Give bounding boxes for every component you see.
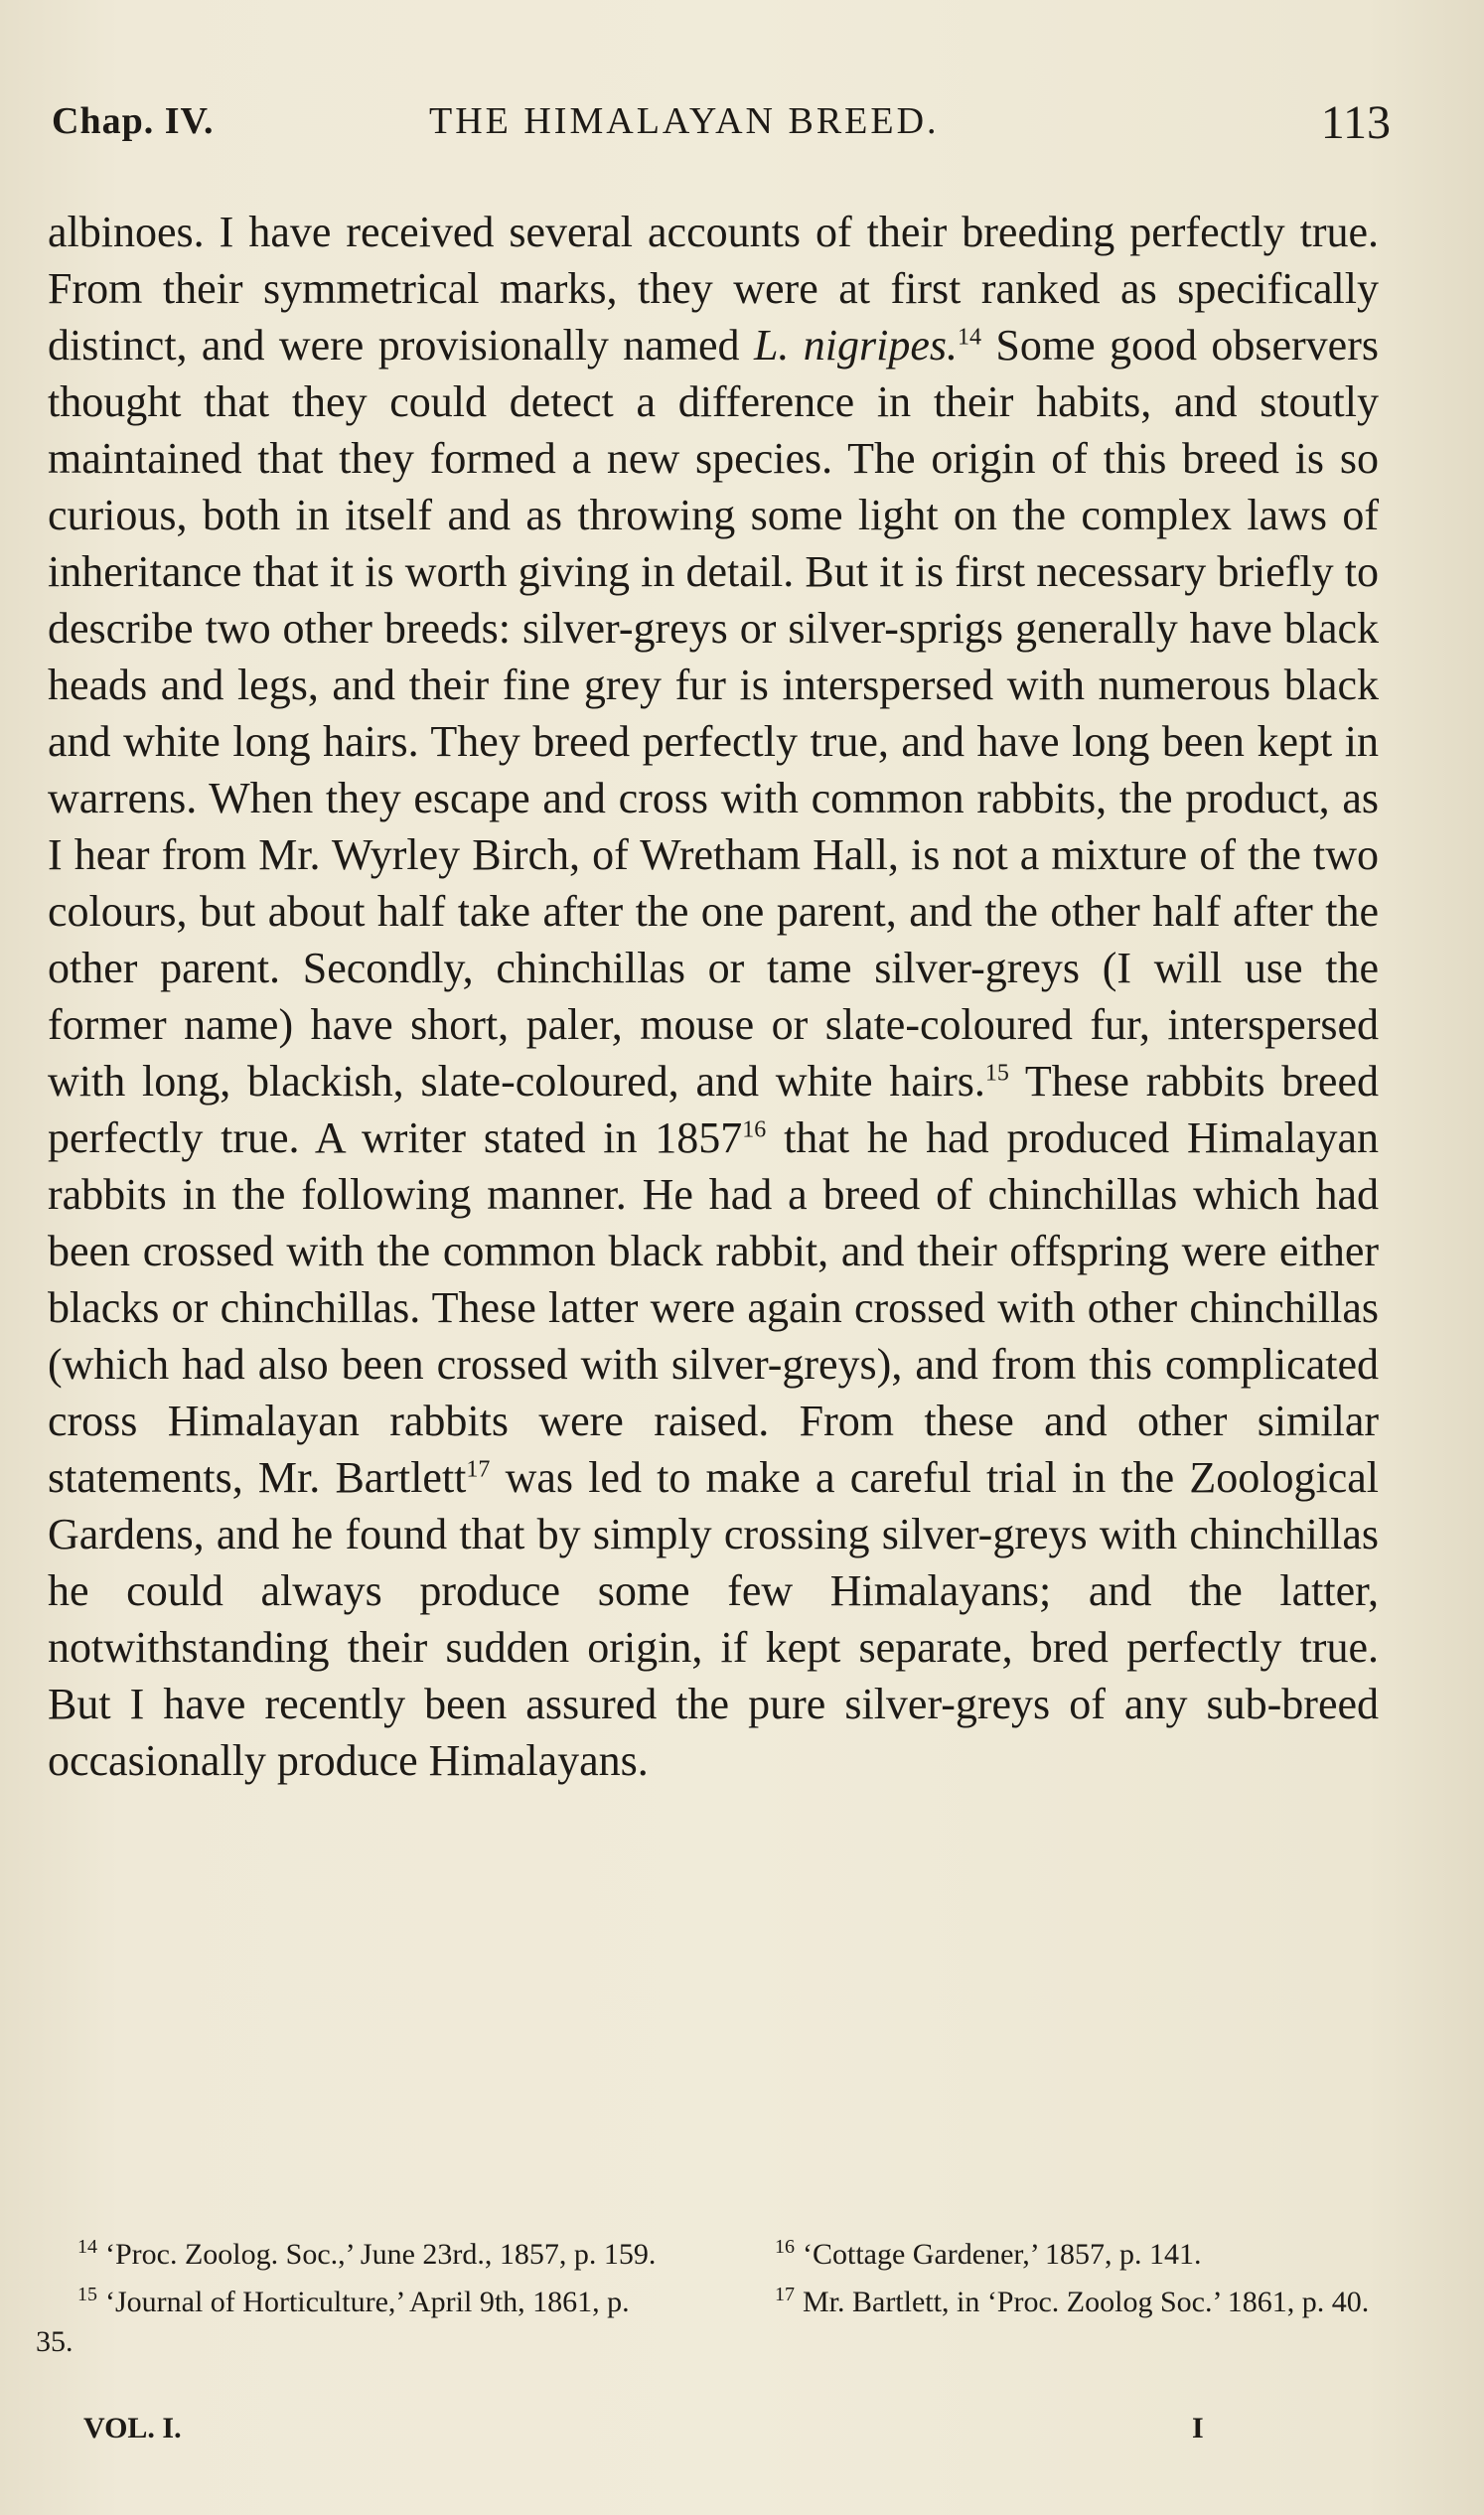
body-text-part: These rabbits breed perfectly true. A writer stated in 1857 — [48, 1057, 1379, 1162]
footnotes-right-column — [733, 2227, 1389, 2322]
body-text-part: albinoes. I have received several accounts of their breeding perfectly true. From their symmetrical marks, they were at first ranked as specifically distinct, and were provisionally named — [48, 208, 1379, 370]
footnote-text: ‘Proc. Zoolog. Soc.,’ June 23rd., 1857, p. 159. — [105, 2238, 657, 2271]
footnote-text: Mr. Bartlett, in ‘Proc. Zoolog Soc.’ 1861, p. 40. — [803, 2286, 1370, 2318]
page-number: 113 — [1320, 96, 1391, 149]
footnote-14 — [36, 2227, 671, 2275]
body-text-part: Some good observers thought that they could detect a difference in their habits, and stoutly maintained that they formed a new species. The origin of this breed is so curious, both in itself and as throwing some light on the complex laws of inheritance that it is worth giving in detail. But it is first necessary briefly to describe two other breeds: silver-greys or silver-sprigs generally have black heads and legs, and their fine grey fur is interspersed with numerous black and white long hairs. They breed perfectly true, and have long been kept in warrens. When they escape and cross with common rabbits, the product, as I hear from Mr. Wyrley Birch, of Wretham Hall, is not a mixture of the two colours, but about half take after the one parent, and the other half after the other parent. Secondly, chinchillas or tame silver-greys (I will use the former name) have short, paler, mouse or slate-coloured fur, interspersed with long, blackish, slate-coloured, and white hairs. — [48, 321, 1379, 1106]
footnote-text: ‘Cottage Gardener,’ 1857, p. 141. — [803, 2238, 1202, 2271]
footnotes-left-column — [36, 2227, 671, 2362]
running-head — [52, 96, 1391, 159]
body-text-part: that he had produced Himalayan rabbits in the following manner. He had a breed of chinchillas which had been crossed with the common black rabbit, and their offspring were either blacks or chinchillas. These latter were again crossed with other chinchillas (which had also been crossed with silver-greys), and from this complicated cross Himalayan rabbits were raised. From these and other similar statements, Mr. Bartlett — [48, 1113, 1379, 1502]
footnote-number: 14 — [77, 2236, 97, 2258]
footnote-number: 16 — [775, 2236, 795, 2258]
footnote-ref-14: 14 — [958, 324, 982, 351]
footnote-ref-17: 17 — [466, 1456, 491, 1483]
footnote-ref-16: 16 — [742, 1116, 767, 1143]
footnote-text: ‘Journal of Horticulture,’ April 9th, 1861, p. 35. — [36, 2286, 630, 2358]
signature-mark: I — [1192, 2412, 1204, 2444]
chapter-label: Chap. IV. — [52, 100, 215, 142]
footnotes — [36, 2227, 1387, 2376]
footnote-16 — [733, 2227, 1389, 2275]
body-text-part: was led to make a careful trial in the Zoological Gardens, and he found that by simply crossing silver-greys with chinchillas he could always produce some few Himalayans; and the latter, notwithstanding their sudden origin, if kept separate, bred perfectly true. But I have recently been assured the pure silver-greys of any sub-breed occasionally produce Himalayans. — [48, 1453, 1379, 1785]
footnote-17 — [733, 2275, 1389, 2322]
footnote-number: 15 — [77, 2284, 97, 2305]
body-paragraph — [48, 204, 1379, 1789]
footnote-15 — [36, 2275, 671, 2362]
footnote-number: 17 — [775, 2284, 795, 2305]
species-name: L. nigripes. — [753, 321, 959, 370]
footnote-ref-15: 15 — [984, 1060, 1009, 1087]
volume-signature: VOL. I. — [83, 2412, 182, 2444]
page-title: THE HIMALAYAN BREED. — [429, 100, 940, 142]
